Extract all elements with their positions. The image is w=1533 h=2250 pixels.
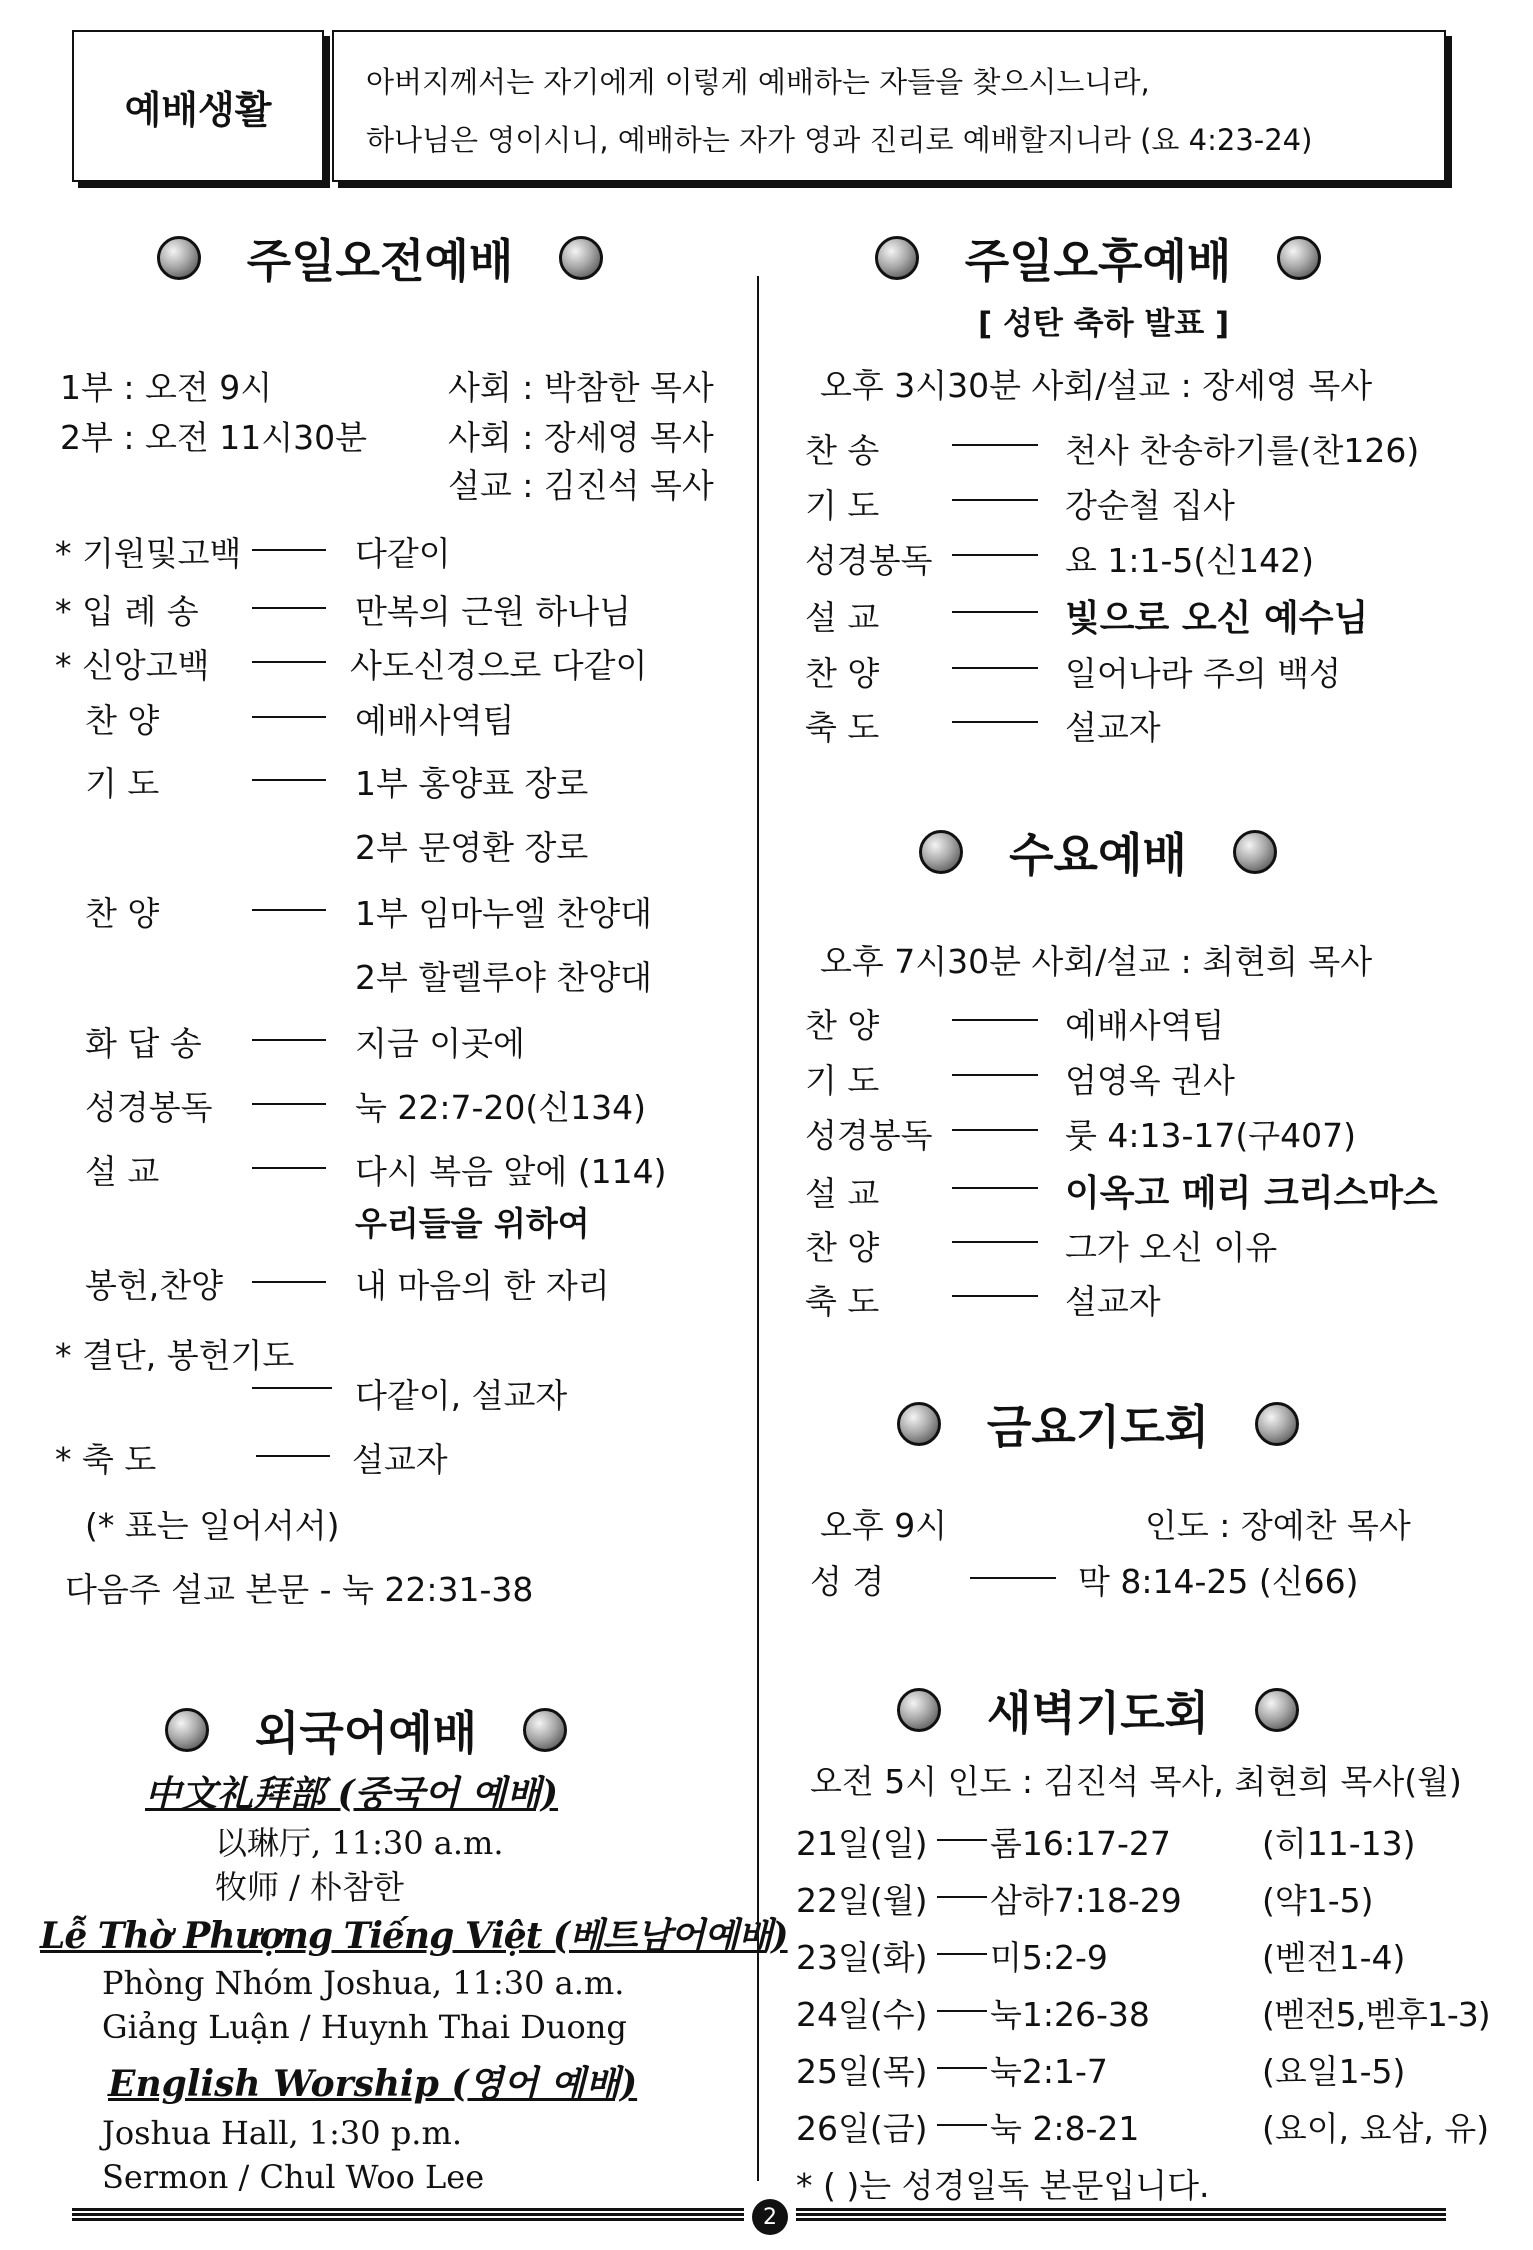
dawn-note: * ( )는 성경일독 본문입니다.: [796, 2166, 1210, 2205]
dash-line: [252, 779, 326, 781]
dash-line: [952, 1187, 1038, 1189]
order-value: 예배사역팀: [355, 701, 515, 740]
order-label: 찬 송: [805, 431, 880, 470]
wednesday-title: 수요예배: [1009, 828, 1187, 882]
order-value: 일어나라 주의 백성: [1065, 654, 1342, 693]
bullet-icon: [1277, 236, 1321, 280]
vietnamese-service-title: Lễ Thờ Phượng Tiếng Việt (베트남어예배): [40, 1915, 788, 1957]
header-verse-box: [332, 30, 1446, 182]
dash-line: [937, 2124, 987, 2126]
dawn-heading: [848, 1680, 1348, 1740]
order-label: 찬 양: [805, 654, 880, 693]
afternoon-time: 오후 3시30분 사회/설교 : 장세영 목사: [820, 366, 1373, 405]
bullet-icon: [523, 1708, 567, 1752]
order-label: 찬 양: [805, 1006, 880, 1045]
order-value: 룻 4:13-17(구407): [1065, 1116, 1356, 1155]
morning-time-1: 1부 : 오전 9시: [60, 368, 273, 407]
footer-rule-right: [796, 2208, 1446, 2222]
order-value: 엄영옥 권사: [1065, 1061, 1235, 1100]
dawn-day: 21일(일): [796, 1824, 928, 1863]
dash-line: [952, 1019, 1038, 1021]
sermon-title: 이옥고 메리 크리스마스: [1065, 1173, 1438, 1214]
morning-role-2: 사회 : 장세영 목사: [448, 418, 714, 457]
wednesday-heading: [848, 822, 1348, 882]
bullet-icon: [897, 1402, 941, 1446]
dawn-day: 23일(화): [796, 1938, 928, 1977]
afternoon-heading: [848, 228, 1348, 288]
chinese-pastor: 牧师 / 朴참한: [215, 1868, 404, 1906]
column-divider: [757, 276, 759, 2181]
order-value: 2부 할렐루야 찬양대: [355, 958, 652, 997]
header-label: 예배생활: [124, 87, 272, 132]
order-label: 성경봉독: [805, 1116, 933, 1155]
order-label: 설 교: [805, 1174, 880, 1213]
order-label: 봉헌,찬양: [85, 1266, 224, 1305]
dawn-day: 22일(월): [796, 1881, 928, 1920]
english-place: Joshua Hall, 1:30 p.m.: [102, 2114, 462, 2152]
friday-leader: 인도 : 장예찬 목사: [1145, 1506, 1411, 1545]
english-sermon: Sermon / Chul Woo Lee: [102, 2158, 485, 2196]
dash-line: [952, 554, 1038, 556]
dash-line: [252, 607, 326, 609]
bullet-icon: [1233, 830, 1277, 874]
english-service-title: English Worship (영어 예배): [108, 2063, 638, 2105]
order-label: 설 교: [805, 598, 880, 637]
order-value: 사도신경으로 다같이: [350, 646, 648, 685]
order-label: * 입 례 송: [55, 592, 199, 631]
dash-line: [252, 1167, 326, 1169]
friday-title: 금요기도회: [986, 1400, 1210, 1454]
order-value: 설교자: [352, 1440, 448, 1479]
dash-line: [952, 1241, 1038, 1243]
dawn-day: 26일(금): [796, 2109, 928, 2148]
dash-line: [952, 1295, 1038, 1297]
morning-title: 주일오전예배: [246, 234, 514, 288]
next-sermon: 다음주 설교 본문 - 눅 22:31-38: [65, 1570, 534, 1609]
dawn-reading: (요이, 요삼, 유): [1262, 2109, 1490, 2148]
dawn-reading: (히11-13): [1262, 1824, 1416, 1863]
dash-line: [252, 909, 326, 911]
order-label: 기 도: [805, 1061, 880, 1100]
standing-note: (* 표는 일어서서): [85, 1506, 340, 1545]
vietnamese-sermon: Giảng Luận / Huynh Thai Duong: [102, 2008, 627, 2046]
order-label: * 결단, 봉헌기도: [55, 1336, 295, 1375]
afternoon-title: 주일오후예배: [964, 234, 1232, 288]
dawn-time: 오전 5시 인도 : 김진석 목사, 최현희 목사(월): [810, 1762, 1462, 1801]
bullet-icon: [897, 1688, 941, 1732]
foreign-heading: [146, 1700, 586, 1760]
friday-heading: [848, 1394, 1348, 1454]
dash-line: [937, 1839, 987, 1841]
dawn-reading: (약1-5): [1262, 1881, 1374, 1920]
dawn-title: 새벽기도회: [986, 1686, 1210, 1740]
dash-line: [952, 499, 1038, 501]
order-value: 다같이: [355, 534, 451, 573]
dash-line: [952, 1074, 1038, 1076]
vietnamese-place: Phòng Nhóm Joshua, 11:30 a.m.: [102, 1964, 625, 2002]
order-label: 기 도: [805, 486, 880, 525]
sermon-title: 빛으로 오신 예수님: [1065, 598, 1369, 639]
sermon-title: 우리들을 위하여: [355, 1204, 590, 1243]
order-label: 찬 양: [85, 894, 160, 933]
dawn-day: 25일(목): [796, 2052, 928, 2091]
dash-line: [952, 444, 1038, 446]
morning-role-1: 사회 : 박참한 목사: [448, 368, 714, 407]
dawn-text: 롬16:17-27: [990, 1824, 1171, 1863]
order-value: 막 8:14-25 (신66): [1078, 1562, 1359, 1601]
dash-line: [252, 716, 326, 718]
order-label: 축 도: [805, 708, 880, 747]
dawn-text: 눅1:26-38: [990, 1995, 1150, 2034]
dash-line: [252, 1387, 332, 1389]
chinese-place: 以琳厅, 11:30 a.m.: [215, 1824, 504, 1862]
order-value: 강순철 집사: [1065, 486, 1235, 525]
order-label: 성경봉독: [805, 541, 933, 580]
order-value: 천사 찬송하기를(찬126): [1065, 431, 1420, 470]
order-value: 요 1:1-5(신142): [1065, 541, 1314, 580]
order-value: 1부 홍양표 장로: [355, 764, 589, 803]
dash-line: [952, 611, 1038, 613]
afternoon-subtitle: [ 성탄 축하 발표 ]: [978, 306, 1230, 342]
dash-line: [937, 1953, 987, 1955]
order-value: 1부 임마누엘 찬양대: [355, 894, 652, 933]
dash-line: [256, 1455, 330, 1457]
dash-line: [937, 2010, 987, 2012]
order-label: 성경봉독: [85, 1088, 213, 1127]
bullet-icon: [165, 1708, 209, 1752]
dawn-text: 눅2:1-7: [990, 2052, 1108, 2091]
order-value: 내 마음의 한 자리: [355, 1266, 610, 1305]
dash-line: [252, 1039, 326, 1041]
verse-line-1: 아버지께서는 자기에게 이렇게 예배하는 자들을 찾으시느니라,: [366, 65, 1150, 99]
chinese-service-title: 中文礼拜部 (중국어 예배): [145, 1773, 559, 1815]
header-label-box: [72, 30, 324, 182]
order-label: 축 도: [805, 1282, 880, 1321]
order-label: 찬 양: [805, 1228, 880, 1267]
order-value: 2부 문영환 장로: [355, 828, 589, 867]
order-label: 찬 양: [85, 701, 160, 740]
bullet-icon: [1255, 1688, 1299, 1732]
order-label: 기 도: [85, 764, 160, 803]
order-value: 만복의 근원 하나님: [355, 592, 632, 631]
dawn-text: 미5:2-9: [990, 1938, 1108, 1977]
dash-line: [252, 1281, 326, 1283]
bullet-icon: [1255, 1402, 1299, 1446]
dawn-day: 24일(수): [796, 1995, 928, 2034]
order-label: * 기원및고백: [55, 534, 242, 573]
friday-time: 오후 9시: [820, 1506, 948, 1545]
order-value: 다같이, 설교자: [355, 1376, 568, 1415]
dash-line: [970, 1577, 1056, 1579]
footer-rule-left: [72, 2208, 744, 2222]
order-label: * 축 도: [55, 1440, 157, 1479]
dawn-reading: (요일1-5): [1262, 2052, 1406, 2091]
page-number: 2: [752, 2199, 788, 2235]
dash-line: [952, 1129, 1038, 1131]
bullet-icon: [919, 830, 963, 874]
dash-line: [937, 2067, 987, 2069]
dash-line: [937, 1896, 987, 1898]
dash-line: [252, 549, 326, 551]
dawn-reading: (벧전1-4): [1262, 1938, 1406, 1977]
morning-heading: [130, 228, 630, 288]
morning-role-3: 설교 : 김진석 목사: [448, 466, 714, 505]
bullet-icon: [157, 236, 201, 280]
order-value: 예배사역팀: [1065, 1006, 1225, 1045]
order-label: 화 답 송: [85, 1024, 202, 1063]
dash-line: [952, 667, 1038, 669]
dash-line: [252, 661, 326, 663]
dash-line: [252, 1103, 326, 1105]
order-value: 지금 이곳에: [355, 1024, 525, 1063]
order-label: * 신앙고백: [55, 646, 210, 685]
dawn-text: 눅 2:8-21: [990, 2109, 1140, 2148]
dash-line: [952, 721, 1038, 723]
order-value: 설교자: [1065, 708, 1161, 747]
verse-line-2: 하나님은 영이시니, 예배하는 자가 영과 진리로 예배할지니라 (요 4:23-24): [366, 123, 1313, 157]
order-value: 눅 22:7-20(신134): [355, 1088, 646, 1127]
order-value: 다시 복음 앞에 (114): [355, 1152, 667, 1191]
dawn-reading: (벧전5,벧후1-3): [1262, 1995, 1490, 2034]
morning-time-2: 2부 : 오전 11시30분: [60, 418, 367, 457]
foreign-title: 외국어예배: [254, 1706, 478, 1760]
bullet-icon: [875, 236, 919, 280]
bullet-icon: [559, 236, 603, 280]
dawn-text: 삼하7:18-29: [990, 1881, 1182, 1920]
order-value: 그가 오신 이유: [1065, 1228, 1278, 1267]
order-label: 설 교: [85, 1152, 160, 1191]
wednesday-time: 오후 7시30분 사회/설교 : 최현희 목사: [820, 942, 1373, 981]
order-label: 성 경: [810, 1562, 885, 1601]
order-value: 설교자: [1065, 1282, 1161, 1321]
